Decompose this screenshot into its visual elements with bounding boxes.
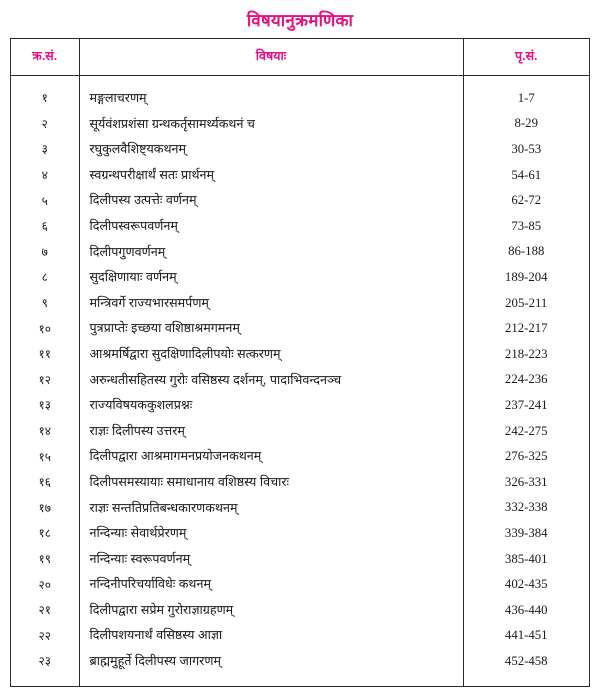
cell-topic: दिलीपस्य उत्पत्तेः वर्णनम्: [79, 188, 463, 214]
cell-serial: ६: [11, 213, 79, 239]
cell-page-range: 86-188: [508, 244, 545, 259]
cell-topic: दिलीपद्वारा सप्रेम गुरोराज्ञाग्रहणम्: [79, 597, 463, 623]
header-row: [11, 39, 589, 75]
cell-page-range: 54-61: [511, 167, 542, 182]
cell-serial: ३: [11, 137, 79, 163]
cell-serial: २२: [11, 623, 79, 649]
toc-table: [11, 39, 589, 686]
table-spacer-row: [11, 674, 589, 686]
cell-serial: ७: [11, 239, 79, 265]
table-row[interactable]: [11, 341, 589, 367]
table-row[interactable]: [11, 393, 589, 419]
cell-serial: १८: [11, 521, 79, 547]
table-row[interactable]: [11, 623, 589, 649]
table-row[interactable]: [11, 521, 589, 547]
cell-page-range: 237-241: [504, 398, 548, 413]
cell-serial: २१: [11, 597, 79, 623]
cell-serial: २०: [11, 572, 79, 598]
table-row[interactable]: [11, 111, 589, 137]
table-row[interactable]: [11, 367, 589, 393]
table-row[interactable]: [11, 86, 589, 112]
cell-page-range: 402-435: [504, 577, 548, 592]
table-row[interactable]: [11, 188, 589, 214]
cell-serial: १९: [11, 546, 79, 572]
table-row[interactable]: [11, 649, 589, 675]
cell-topic: पुत्रप्राप्तेः इच्छया वशिष्ठाश्रमगमनम्: [79, 316, 463, 342]
cell-serial: ५: [11, 188, 79, 214]
column-header-serial: क्र.सं.: [11, 39, 79, 75]
cell-topic: सूर्यवंशप्रशंसा ग्रन्थकर्तृसामर्थ्यकथनं च: [79, 111, 463, 137]
table-row[interactable]: [11, 162, 589, 188]
table-body: [11, 75, 589, 686]
cell-page-range: 73-85: [511, 218, 542, 233]
cell-serial: १६: [11, 469, 79, 495]
cell-page-range: 218-223: [504, 346, 548, 361]
table-row[interactable]: [11, 444, 589, 470]
cell-topic: दिलीपस्वरूपवर्णनम्: [79, 213, 463, 239]
cell-topic: नन्दिन्याः सेवार्थप्रेरणम्: [79, 521, 463, 547]
cell-topic: दिलीपद्वारा आश्रमागमनप्रयोजनकथनम्: [79, 444, 463, 470]
cell-topic: अरुन्धतीसहितस्य गुरोः वसिष्ठस्य दर्शनम्, पादाभिवन्दनञ्च: [79, 367, 463, 393]
cell-page-range: 224-236: [504, 372, 548, 387]
table-of-contents: [10, 38, 590, 687]
table-spacer-row: [11, 75, 589, 86]
cell-topic: दिलीपशयनार्थं वसिष्ठस्य आज्ञा: [79, 623, 463, 649]
table-row[interactable]: [11, 469, 589, 495]
cell-topic: राज्ञः सन्ततिप्रतिबन्धकारणकथनम्: [79, 495, 463, 521]
cell-serial: १५: [11, 444, 79, 470]
cell-topic: ब्राह्ममुहूर्ते दिलीपस्य जागरणम्: [79, 649, 463, 675]
cell-topic: दिलीपगुणवर्णनम्: [79, 239, 463, 265]
cell-page-range: 339-384: [504, 525, 548, 540]
cell-topic: राज्यविषयककुशलप्रश्नः: [79, 393, 463, 419]
cell-page-range: 189-204: [504, 270, 548, 285]
cell-serial: १०: [11, 316, 79, 342]
cell-page-range: 205-211: [505, 295, 548, 310]
cell-serial: ९: [11, 290, 79, 316]
table-row[interactable]: [11, 495, 589, 521]
cell-topic: राज्ञः दिलीपस्य उत्तरम्: [79, 418, 463, 444]
table-row[interactable]: [11, 597, 589, 623]
cell-topic: नन्दिन्याः स्वरूपवर्णनम्: [79, 546, 463, 572]
table-row[interactable]: [11, 290, 589, 316]
cell-serial: १७: [11, 495, 79, 521]
cell-serial: ११: [11, 341, 79, 367]
table-row[interactable]: [11, 213, 589, 239]
cell-serial: ८: [11, 265, 79, 291]
cell-topic: दिलीपसमस्यायाः समाधानाय वशिष्ठस्य विचारः: [79, 469, 463, 495]
cell-serial: १३: [11, 393, 79, 419]
cell-page-range: 212-217: [504, 321, 548, 336]
table-row[interactable]: [11, 137, 589, 163]
cell-topic: मङ्गलाचरणम्: [79, 86, 463, 112]
cell-topic: स्वग्रन्थपरीक्षार्थं सतः प्रार्थनम्: [79, 162, 463, 188]
cell-topic: रघुकुलवैशिष्ट्यकथनम्: [79, 137, 463, 163]
page-title: विषयानुक्रमणिका: [246, 11, 354, 30]
cell-page-range: 332-338: [504, 500, 548, 515]
column-header-page: पृ.सं.: [463, 39, 589, 75]
cell-topic: नन्दिनीपरिचर्याविधेः कथनम्: [79, 572, 463, 598]
cell-page-range: 441-451: [504, 628, 548, 643]
cell-serial: २३: [11, 649, 79, 675]
column-header-topic: विषयाः: [79, 39, 463, 75]
table-row[interactable]: [11, 572, 589, 598]
cell-page-range: 30-53: [511, 142, 542, 157]
cell-page-range: 8-29: [514, 116, 538, 131]
table-row[interactable]: [11, 546, 589, 572]
cell-topic: सुदक्षिणायाः वर्णनम्: [79, 265, 463, 291]
cell-topic: आश्रमर्षिद्वारा सुदक्षिणादिलीपयोः सत्करणम्: [79, 341, 463, 367]
cell-serial: १: [11, 86, 79, 112]
cell-serial: १२: [11, 367, 79, 393]
cell-page-range: 276-325: [504, 449, 548, 464]
table-row[interactable]: [11, 265, 589, 291]
cell-topic: मन्त्रिवर्गे राज्यभारसमर्पणम्: [79, 290, 463, 316]
cell-page-range: 242-275: [504, 423, 548, 438]
table-row[interactable]: [11, 418, 589, 444]
cell-serial: ४: [11, 162, 79, 188]
cell-page-range: 1-7: [517, 90, 535, 105]
cell-page-range: 385-401: [504, 551, 548, 566]
cell-page-range: 62-72: [511, 193, 542, 208]
table-row[interactable]: [11, 239, 589, 265]
table-header: [11, 39, 589, 75]
cell-serial: १४: [11, 418, 79, 444]
cell-page-range: 452-458: [504, 653, 548, 668]
cell-page-range: 326-331: [504, 474, 548, 489]
cell-page-range: 436-440: [504, 602, 548, 617]
table-row[interactable]: [11, 316, 589, 342]
cell-serial: २: [11, 111, 79, 137]
